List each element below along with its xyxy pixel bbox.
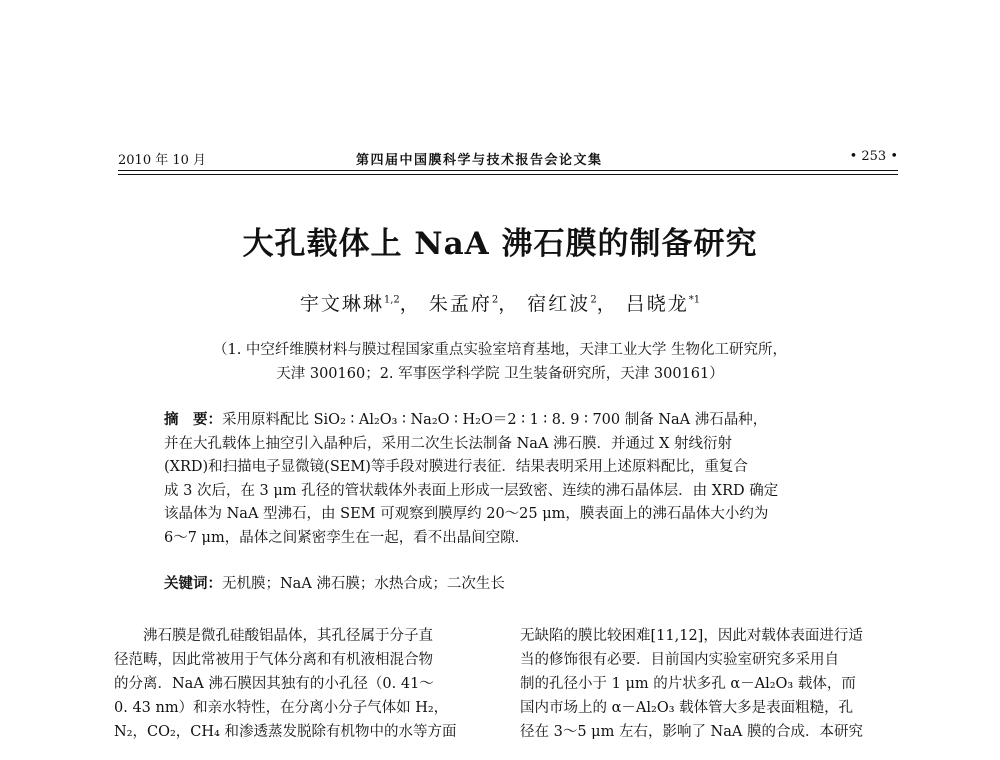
affiliation-line: 天津 300160；2. 军事医学科学院 卫生装备研究所，天津 300161） <box>276 366 724 382</box>
header-date: 2010 年 10 月 <box>118 153 207 168</box>
header-rule-thin <box>118 174 898 175</box>
abstract-text: 采用原料配比 SiO₂ ∶ Al₂O₃ ∶ Na₂O ∶ H₂O＝2 ∶ 1 ∶ 8. 9 ∶ 700 制备 NaA 沸石晶种， <box>222 412 768 428</box>
abstract-line: 并在大孔载体上抽空引入晶种后，采用二次生长法制备 NaA 沸石膜．并通过 X 射线衍射 <box>164 435 733 452</box>
author-name: 宇文琳琳 <box>299 293 384 315</box>
body-line: 当的修饰很有必要．目前国内实验室研究多采用自 <box>520 652 839 668</box>
body-column-right <box>520 624 900 744</box>
author-affiliation-mark: 2 <box>590 294 597 306</box>
body-column-left <box>114 624 494 744</box>
affiliation-line: （1. 中空纤维膜材料与膜过程国家重点实验室培育基地，天津工业大学 生物化工研究所， <box>212 342 788 358</box>
author-list <box>0 289 1000 316</box>
body-line: N₂，CO₂，CH₄ 和渗透蒸发脱除有机物中的水等方面 <box>114 724 457 740</box>
abstract-label: 摘 要： <box>164 412 222 428</box>
author-separator: ， <box>498 293 520 315</box>
author-affiliation-mark: 1,2 <box>383 294 400 306</box>
body-line: 制的孔径小于 1 μm 的片状多孔 α－Al₂O₃ 载体，而 <box>520 676 856 692</box>
author-affiliation-mark: *1 <box>688 294 701 306</box>
abstract <box>164 409 854 550</box>
body-line: 沸石膜是微孔硅酸铝晶体，其孔径属于分子直 <box>143 628 433 644</box>
header-conference: 第四届中国膜科学与技术报告会论文集 <box>356 153 603 168</box>
abstract-line: 6～7 μm，晶体之间紧密孪生在一起，看不出晶间空隙． <box>164 529 530 546</box>
abstract-line <box>164 409 854 433</box>
body-line: 无缺陷的膜比较困难[11,12]，因此对载体表面进行适 <box>520 628 863 644</box>
abstract-line: 成 3 次后，在 3 μm 孔径的管状载体外表面上形成一层致密、连续的沸石晶体层．由 XRD 确定 <box>164 482 779 499</box>
body-line: 的分离．NaA 沸石膜因其独有的小孔径（0. 41～ <box>114 676 434 692</box>
author-name: 朱孟府 <box>428 293 492 315</box>
author-separator: ， <box>399 293 421 315</box>
running-header <box>118 149 898 171</box>
author-affiliation-mark: 2 <box>491 294 499 306</box>
abstract-line: (XRD)和扫描电子显微镜(SEM)等手段对膜进行表征．结果表明采用上述原料配比，重复合 <box>164 459 748 475</box>
author-separator: ， <box>596 293 618 315</box>
body-line: 径范畴，因此常被用于气体分离和有机液相混合物 <box>114 652 433 668</box>
abstract-line: 该晶体为 NaA 型沸石，由 SEM 可观察到膜厚约 20～25 μm，膜表面上的沸石晶体大小约为 <box>164 506 769 522</box>
body-line: 0. 43 nm）和亲水特性，在分离小分子气体如 H₂， <box>114 700 449 716</box>
keywords <box>164 573 854 597</box>
paper-title: 大孔载体上 NaA 沸石膜的制备研究 <box>242 226 758 262</box>
author-name: 宿红波 <box>527 293 591 315</box>
author-name: 吕晓龙 <box>625 293 689 315</box>
body-line: 径在 3～5 μm 左右，影响了 NaA 膜的合成．本研究 <box>520 724 863 740</box>
body-line: 国内市场上的 α－Al₂O₃ 载体管大多是表面粗糙，孔 <box>520 700 854 716</box>
header-rule-thick <box>118 170 898 171</box>
keywords-text: 无机膜；NaA 沸石膜；水热合成；二次生长 <box>222 576 505 592</box>
header-page-number: • 253 • <box>849 149 898 164</box>
keywords-label: 关键词： <box>164 576 222 592</box>
